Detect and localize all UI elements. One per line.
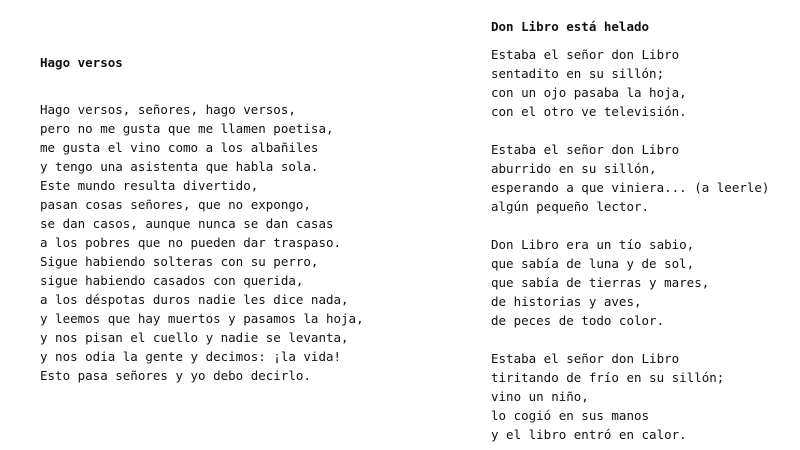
poem-line: sigue habiendo casados con querida,: [40, 273, 304, 288]
poem-line: Estaba el señor don Libro: [491, 142, 680, 157]
poem-line: se dan casos, aunque nunca se dan casas: [40, 216, 334, 231]
poem-line: con el otro ve televisión.: [491, 104, 687, 119]
poem-line: Estaba el señor don Libro: [491, 351, 680, 366]
poem-line: Don Libro era un tío sabio,: [491, 237, 695, 252]
poem-stanza: [491, 45, 791, 121]
poem-line: aburrido en su sillón,: [491, 161, 657, 176]
poem-stanza: [491, 140, 791, 216]
poem-line: sentadito en su sillón;: [491, 66, 665, 81]
poem-body: [491, 45, 791, 444]
poem-line: de peces de todo color.: [491, 313, 665, 328]
poem-line: vino un niño,: [491, 389, 589, 404]
poem-stanza: [40, 100, 400, 385]
poem-line: Sigue habiendo solteras con su perro,: [40, 254, 319, 269]
poem-stanza: [491, 235, 791, 330]
poem-line: pero no me gusta que me llamen poetisa,: [40, 121, 334, 136]
poem-line: tiritando de frío en su sillón;: [491, 370, 725, 385]
poem-line: pasan cosas señores, que no expongo,: [40, 197, 311, 212]
poem-line: lo cogió en sus manos: [491, 408, 650, 423]
poem-line: y leemos que hay muertos y pasamos la hoja,: [40, 311, 364, 326]
poem-line: y tengo una asistenta que habla sola.: [40, 159, 319, 174]
poem-line: a los déspotas duros nadie les dice nada,: [40, 292, 349, 307]
poem-line: Estaba el señor don Libro: [491, 47, 680, 62]
poem-line: que sabía de tierras y mares,: [491, 275, 710, 290]
poem-line: Hago versos, señores, hago versos,: [40, 102, 296, 117]
poem-line: a los pobres que no pueden dar traspaso.: [40, 235, 342, 250]
poem-line: de historias y aves,: [491, 294, 642, 309]
poem-line: Este mundo resulta divertido,: [40, 178, 259, 193]
poem-line: y nos odia la gente y decimos: ¡la vida!: [40, 349, 342, 364]
poem-line: con un ojo pasaba la hoja,: [491, 85, 687, 100]
poem-hago-versos: [40, 53, 400, 385]
poem-don-libro-esta-helado: [491, 17, 791, 444]
poem-line: que sabía de luna y de sol,: [491, 256, 695, 271]
poem-line: y el libro entró en calor.: [491, 427, 687, 442]
poem-stanza: [491, 349, 791, 444]
poem-line: y nos pisan el cuello y nadie se levanta,: [40, 330, 349, 345]
poem-line: esperando a que viniera... (a leerle): [491, 180, 770, 195]
poem-title: Hago versos: [40, 55, 123, 70]
poem-body: [40, 100, 400, 385]
poem-line: me gusta el vino como a los albañiles: [40, 140, 319, 155]
poem-title: Don Libro está helado: [491, 19, 650, 34]
poem-line: Esto pasa señores y yo debo decirlo.: [40, 368, 311, 383]
poem-line: algún pequeño lector.: [491, 199, 650, 214]
